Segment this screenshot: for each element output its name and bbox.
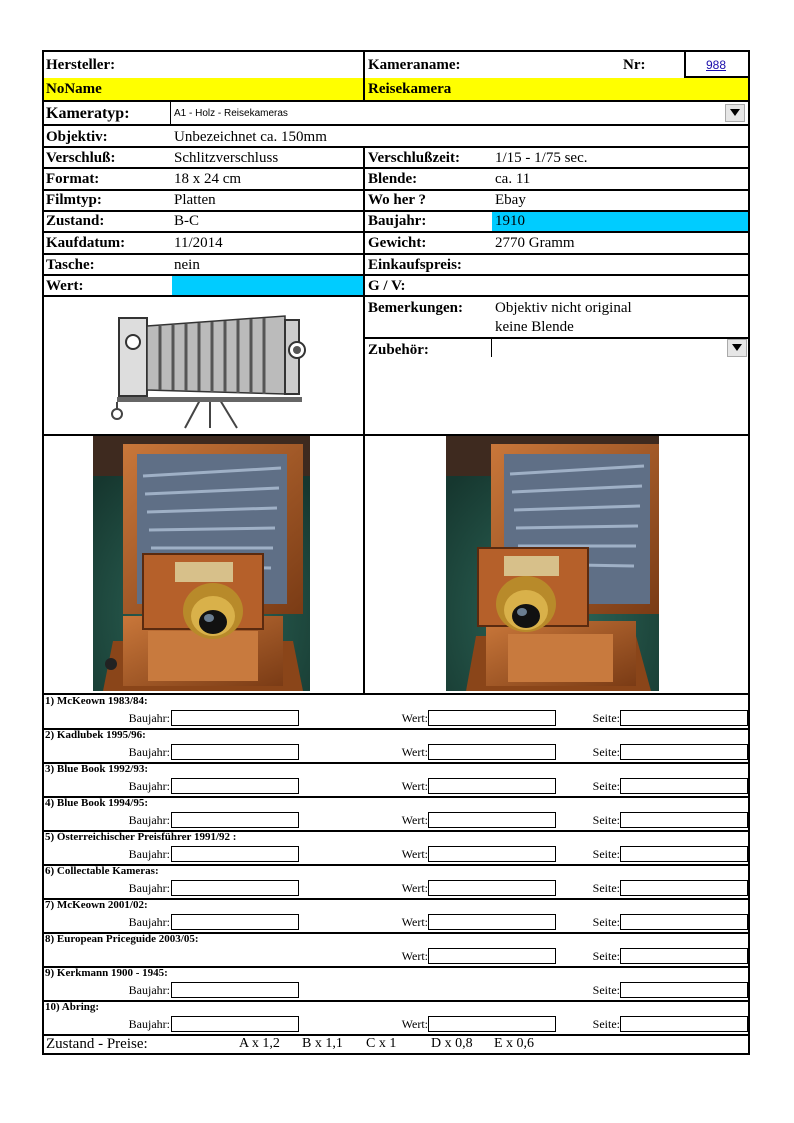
reference-title: 8) European Priceguide 2003/05: xyxy=(45,933,199,945)
kaufdatum-label: Kaufdatum: xyxy=(46,235,126,251)
gewicht-value: 2770 Gramm xyxy=(495,235,575,251)
chevron-down-icon xyxy=(730,109,740,116)
verschlusszeit-label: Verschlußzeit: xyxy=(368,150,460,166)
kameratyp-dropdown-button[interactable] xyxy=(725,104,745,122)
wert-label: Wert: xyxy=(46,278,84,294)
reference-title: 9) Kerkmann 1900 - 1945: xyxy=(45,967,168,979)
hersteller-label: Hersteller: xyxy=(46,57,116,73)
woher-label: Wo her ? xyxy=(368,192,427,208)
wert-input[interactable] xyxy=(428,744,556,760)
wert-label: Wert: xyxy=(401,847,428,861)
baujahr-label: Baujahr: xyxy=(368,213,427,229)
reference-row xyxy=(44,797,748,831)
factor-b: B x 1,1 xyxy=(302,1036,343,1051)
zubehoer-dropdown-box[interactable] xyxy=(491,339,748,357)
wert-input[interactable] xyxy=(428,846,556,862)
baujahr-label: Baujahr: xyxy=(128,915,170,929)
seite-input[interactable] xyxy=(620,948,748,964)
reference-row xyxy=(44,763,748,797)
baujahr-label: Baujahr: xyxy=(128,779,170,793)
camera-photo-front-right xyxy=(446,436,659,691)
reference-row xyxy=(44,967,748,1001)
seite-input[interactable] xyxy=(620,1016,748,1032)
baujahr-input[interactable] xyxy=(171,1016,299,1032)
wert-label: Wert: xyxy=(401,915,428,929)
zubehoer-label: Zubehör: xyxy=(368,342,429,358)
seite-label: Seite: xyxy=(592,983,620,997)
seite-label: Seite: xyxy=(592,881,620,895)
factor-a: A x 1,2 xyxy=(239,1036,280,1051)
chevron-down-icon xyxy=(732,344,742,351)
reference-title: 3) Blue Book 1992/93: xyxy=(45,763,148,775)
zustand-label: Zustand: xyxy=(46,213,105,229)
seite-label: Seite: xyxy=(592,915,620,929)
factor-d: D x 0,8 xyxy=(431,1036,473,1051)
kaufdatum-value: 11/2014 xyxy=(174,235,223,251)
reference-row xyxy=(44,899,748,933)
baujahr-input[interactable] xyxy=(171,914,299,930)
baujahr-label: Baujahr: xyxy=(128,711,170,725)
filmtyp-value: Platten xyxy=(174,192,216,208)
bemerkungen-line-2: keine Blende xyxy=(495,319,574,335)
seite-label: Seite: xyxy=(592,711,620,725)
reference-title: 4) Blue Book 1994/95: xyxy=(45,797,148,809)
hersteller-value: NoName xyxy=(46,81,102,97)
baujahr-label: Baujahr: xyxy=(128,847,170,861)
reference-row xyxy=(44,695,748,729)
reference-title: 5) Österreichischer Preisführer 1991/92 : xyxy=(45,831,237,843)
wert-label: Wert: xyxy=(401,881,428,895)
wert-label: Wert: xyxy=(401,711,428,725)
wert-input[interactable] xyxy=(428,778,556,794)
wert-highlight xyxy=(172,276,363,295)
blende-value: ca. 11 xyxy=(495,171,531,187)
wert-label: Wert: xyxy=(401,745,428,759)
reference-row xyxy=(44,1001,748,1035)
bemerkungen-label: Bemerkungen: xyxy=(368,300,463,316)
reference-row xyxy=(44,933,748,967)
factor-e: E x 0,6 xyxy=(494,1036,535,1051)
baujahr-highlight xyxy=(492,212,748,231)
wert-label: Wert: xyxy=(401,1017,428,1031)
baujahr-input[interactable] xyxy=(171,982,299,998)
seite-input[interactable] xyxy=(620,982,748,998)
kameraname-value: Reisekamera xyxy=(368,81,452,97)
seite-label: Seite: xyxy=(592,779,620,793)
seite-input[interactable] xyxy=(620,744,748,760)
baujahr-input[interactable] xyxy=(171,812,299,828)
kameratyp-label: Kameratyp: xyxy=(46,105,130,122)
filmtyp-label: Filmtyp: xyxy=(46,192,102,208)
objektiv-label: Objektiv: xyxy=(46,129,108,145)
baujahr-input[interactable] xyxy=(171,710,299,726)
baujahr-input[interactable] xyxy=(171,778,299,794)
woher-value: Ebay xyxy=(495,192,526,208)
wert-label: Wert: xyxy=(401,813,428,827)
bemerkungen-line-1: Objektiv nicht original xyxy=(495,300,632,316)
seite-input[interactable] xyxy=(620,812,748,828)
reference-row xyxy=(44,831,748,865)
kameratyp-value[interactable]: A1 - Holz - Reisekameras xyxy=(174,108,288,119)
seite-input[interactable] xyxy=(620,710,748,726)
reference-title: 1) McKeown 1983/84: xyxy=(45,695,148,707)
reference-title: 6) Collectable Kameras: xyxy=(45,865,159,877)
zustand-value: B-C xyxy=(174,213,200,229)
camera-photo-front-left xyxy=(93,436,310,691)
wert-input[interactable] xyxy=(428,812,556,828)
verschluss-label: Verschluß: xyxy=(46,150,116,166)
seite-label: Seite: xyxy=(592,745,620,759)
seite-label: Seite: xyxy=(592,1017,620,1031)
tasche-label: Tasche: xyxy=(46,257,95,273)
seite-input[interactable] xyxy=(620,778,748,794)
tasche-value: nein xyxy=(174,257,200,273)
seite-label: Seite: xyxy=(592,813,620,827)
baujahr-label: Baujahr: xyxy=(128,881,170,895)
baujahr-label: Baujahr: xyxy=(128,1017,170,1031)
nr-label: Nr: xyxy=(623,57,646,73)
verschlusszeit-value: 1/15 - 1/75 sec. xyxy=(495,150,588,166)
format-label: Format: xyxy=(46,171,100,187)
wert-input[interactable] xyxy=(428,710,556,726)
reference-row xyxy=(44,729,748,763)
objektiv-value: Unbezeichnet ca. 150mm xyxy=(174,129,327,145)
reference-row xyxy=(44,865,748,899)
seite-input[interactable] xyxy=(620,880,748,896)
nr-link[interactable]: 988 xyxy=(706,58,727,72)
wert-input[interactable] xyxy=(428,1016,556,1032)
reference-title: 10) Abring: xyxy=(45,1001,100,1013)
reference-title: 7) McKeown 2001/02: xyxy=(45,899,148,911)
baujahr-label: Baujahr: xyxy=(128,745,170,759)
camera-line-drawing xyxy=(105,302,315,430)
zubehoer-dropdown-button[interactable] xyxy=(727,339,747,357)
camera-sketch-icon xyxy=(105,302,315,430)
baujahr-input[interactable] xyxy=(171,846,299,862)
seite-input[interactable] xyxy=(620,846,748,862)
wert-label: Wert: xyxy=(401,779,428,793)
factor-c: C x 1 xyxy=(366,1036,397,1051)
wert-input[interactable] xyxy=(428,948,556,964)
gewicht-label: Gewicht: xyxy=(368,235,427,251)
einkaufspreis-label: Einkaufspreis: xyxy=(368,257,462,273)
baujahr-input[interactable] xyxy=(171,880,299,896)
verschluss-value: Schlitzverschluss xyxy=(174,150,279,166)
seite-input[interactable] xyxy=(620,914,748,930)
format-value: 18 x 24 cm xyxy=(174,171,242,187)
baujahr-input[interactable] xyxy=(171,744,299,760)
baujahr-label: Baujahr: xyxy=(128,813,170,827)
baujahr-value: 1910 xyxy=(495,213,525,229)
footer-label: Zustand - Preise: xyxy=(46,1036,148,1052)
wert-input[interactable] xyxy=(428,914,556,930)
gv-label: G / V: xyxy=(368,278,406,294)
reference-title: 2) Kadlubek 1995/96: xyxy=(45,729,146,741)
wert-label: Wert: xyxy=(401,949,428,963)
seite-label: Seite: xyxy=(592,847,620,861)
wert-input[interactable] xyxy=(428,880,556,896)
blende-label: Blende: xyxy=(368,171,418,187)
kameraname-label: Kameraname: xyxy=(368,57,461,73)
seite-label: Seite: xyxy=(592,949,620,963)
baujahr-label: Baujahr: xyxy=(128,983,170,997)
